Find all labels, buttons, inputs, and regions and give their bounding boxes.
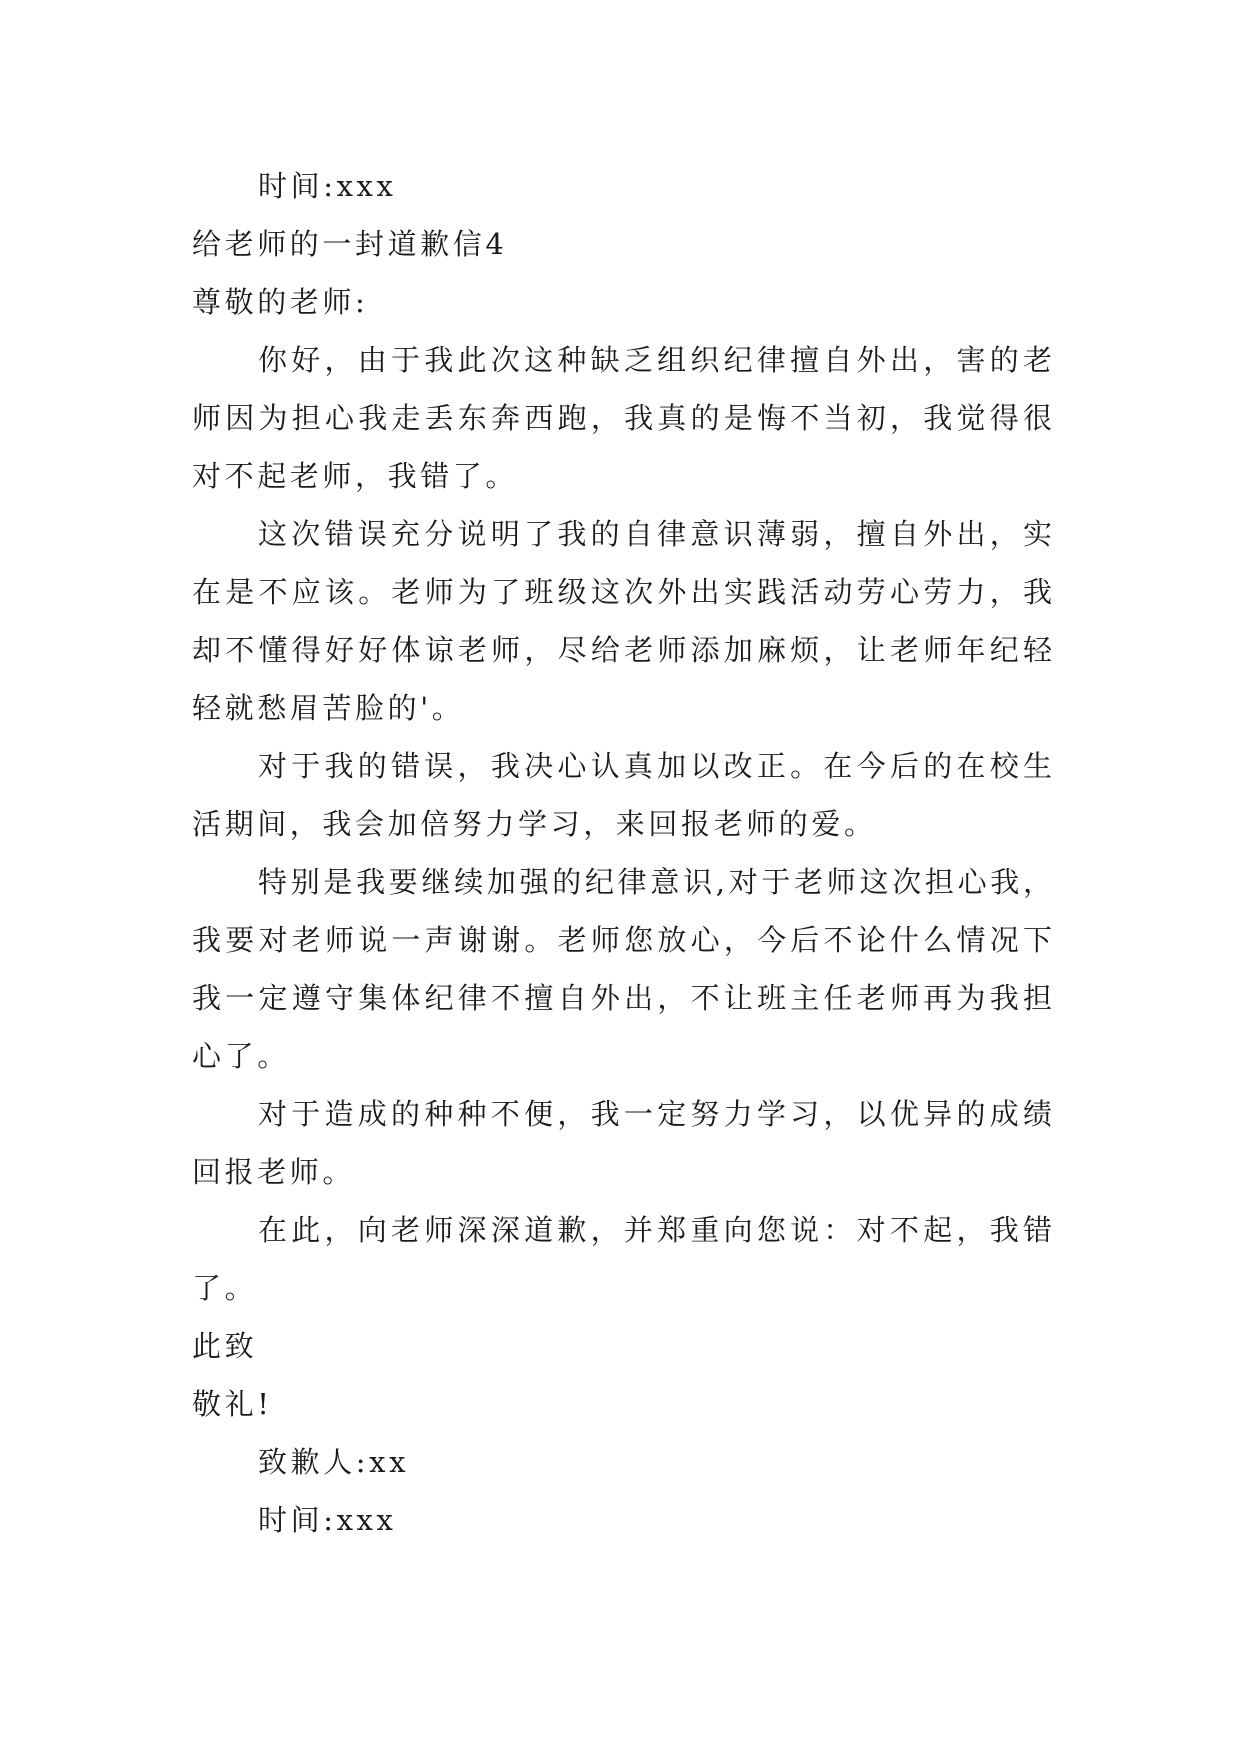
paragraph-2-line-3: 却不懂得好好体谅老师，尽给老师添加麻烦，让老师年纪轻 bbox=[192, 633, 1052, 667]
paragraph-6-line-1: 在此，向老师深深道歉，并郑重向您说：对不起，我错 bbox=[258, 1213, 1052, 1247]
paragraph-4-line-2: 我要对老师说一声谢谢。老师您放心，今后不论什么情况下 bbox=[192, 923, 1052, 957]
paragraph-6-line-2: 了。 bbox=[192, 1271, 258, 1305]
paragraph-2-line-1: 这次错误充分说明了我的自律意识薄弱，擅自外出，实 bbox=[258, 517, 1052, 551]
top-time: 时间:xxx bbox=[258, 169, 397, 203]
paragraph-4-line-3: 我一定遵守集体纪律不擅自外出，不让班主任老师再为我担 bbox=[192, 981, 1052, 1015]
signer: 致歉人:xx bbox=[258, 1445, 410, 1479]
paragraph-1-line-2: 师因为担心我走丢东奔西跑，我真的是悔不当初，我觉得很 bbox=[192, 401, 1052, 435]
paragraph-5-line-1: 对于造成的种种不便，我一定努力学习，以优异的成绩 bbox=[258, 1097, 1052, 1131]
salutation: 尊敬的老师: bbox=[192, 285, 369, 319]
paragraph-4-line-1: 特别是我要继续加强的纪律意识,对于老师这次担心我， bbox=[258, 865, 1052, 899]
closing-line-2: 敬礼! bbox=[192, 1387, 273, 1421]
paragraph-1-line-1: 你好，由于我此次这种缺乏组织纪律擅自外出，害的老 bbox=[258, 343, 1052, 377]
letter-title: 给老师的一封道歉信4 bbox=[192, 227, 508, 261]
paragraph-3-line-2: 活期间，我会加倍努力学习，来回报老师的爱。 bbox=[192, 807, 877, 841]
closing-line-1: 此致 bbox=[192, 1329, 258, 1363]
paragraph-2-line-4: 轻就愁眉苦脸的'。 bbox=[192, 691, 465, 725]
paragraph-3-line-1: 对于我的错误，我决心认真加以改正。在今后的在校生 bbox=[258, 749, 1052, 783]
paragraph-2-line-2: 在是不应该。老师为了班级这次外出实践活动劳心劳力，我 bbox=[192, 575, 1052, 609]
paragraph-4-line-4: 心了。 bbox=[192, 1039, 290, 1073]
paragraph-1-line-3: 对不起老师，我错了。 bbox=[192, 459, 519, 493]
bottom-time: 时间:xxx bbox=[258, 1503, 397, 1537]
paragraph-5-line-2: 回报老师。 bbox=[192, 1155, 356, 1189]
